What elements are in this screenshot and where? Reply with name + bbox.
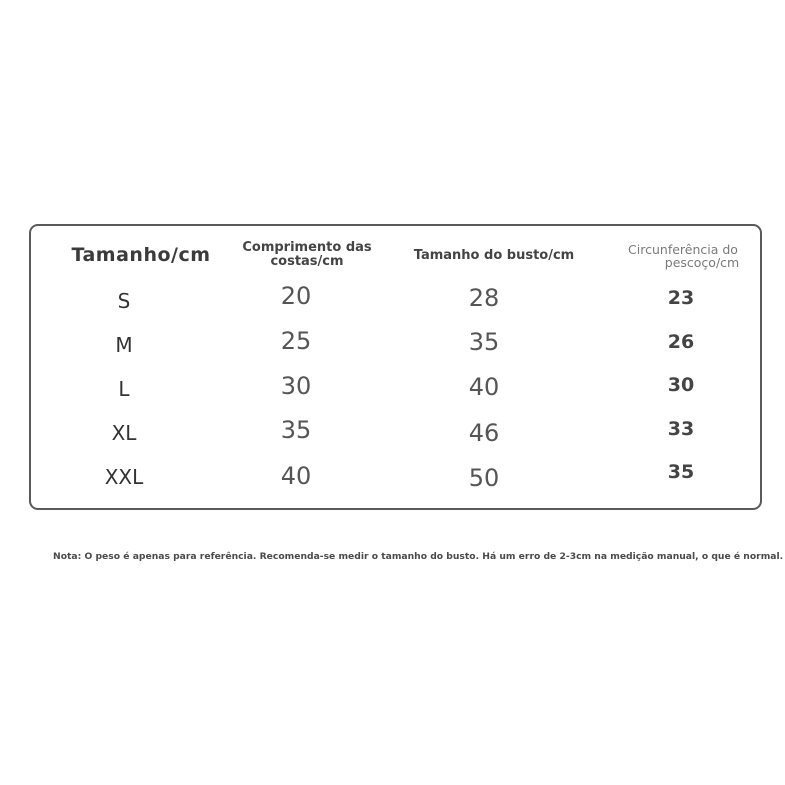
header-bust: Tamanho do busto/cm <box>413 248 575 263</box>
bust-cell: 28 <box>468 284 500 312</box>
size-cell: XL <box>111 421 137 445</box>
neck-cell: 33 <box>667 418 695 440</box>
back-length-cell: 35 <box>280 416 312 444</box>
neck-cell: 30 <box>667 374 695 396</box>
back-length-cell: 40 <box>280 462 312 490</box>
header-back-length-line1: Comprimento das <box>242 240 372 255</box>
size-cell: S <box>117 289 131 313</box>
size-cell: XXL <box>104 465 144 489</box>
note-text: Nota: O peso é apenas para referência. Recomenda-se medir o tamanho do busto. Há um erro de 2-3cm na medição manual, o que é normal. <box>53 551 784 562</box>
neck-cell: 26 <box>667 331 695 353</box>
bust-cell: 50 <box>468 464 500 492</box>
header-back-length-line2: costas/cm <box>270 254 344 269</box>
back-length-cell: 20 <box>280 282 312 310</box>
bust-cell: 40 <box>468 373 500 401</box>
back-length-cell: 30 <box>280 372 312 400</box>
bust-cell: 35 <box>468 328 500 356</box>
neck-cell: 35 <box>667 461 695 483</box>
size-cell: L <box>118 377 130 401</box>
neck-cell: 23 <box>667 287 695 309</box>
back-length-cell: 25 <box>280 327 312 355</box>
header-back-length <box>242 241 371 269</box>
header-neck-line1: Circunferência do <box>628 242 738 257</box>
bust-cell: 46 <box>468 419 500 447</box>
header-neck <box>627 243 739 269</box>
header-neck-line2: pescoço/cm <box>664 255 740 270</box>
size-cell: M <box>115 333 133 357</box>
header-size: Tamanho/cm <box>71 244 211 266</box>
